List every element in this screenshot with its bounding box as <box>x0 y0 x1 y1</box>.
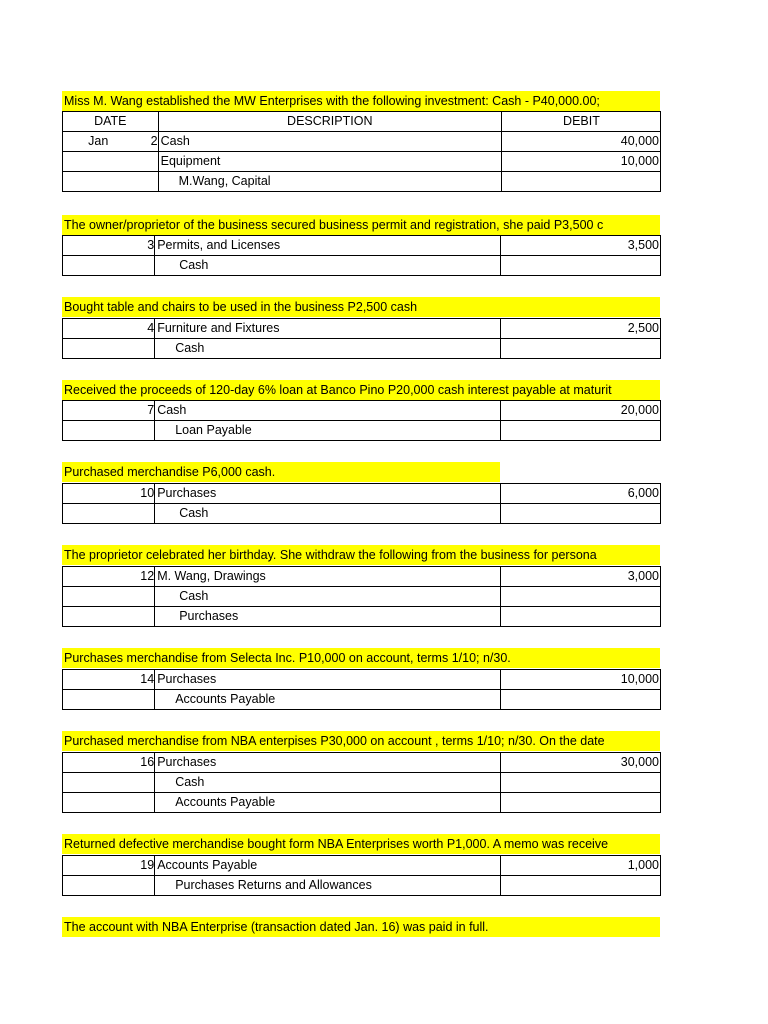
table-row <box>63 670 661 690</box>
entry-day: 4 <box>128 319 155 339</box>
table-row <box>63 690 661 710</box>
description-column-header: DESCRIPTION <box>158 112 501 132</box>
table-row <box>63 401 661 421</box>
account-title: Cash <box>155 587 501 607</box>
account-title: Cash <box>155 773 501 793</box>
date-column-header: DATE <box>63 112 159 132</box>
transaction-description: Miss M. Wang established the MW Enterprises with the following investment: Cash - P40,000.00; <box>62 91 660 111</box>
entry-month <box>63 484 128 504</box>
debit-amount: 3,000 <box>500 567 660 587</box>
entry-month <box>63 256 128 276</box>
account-title: Purchases <box>155 607 501 627</box>
table-row <box>63 607 661 627</box>
table-row <box>63 773 661 793</box>
account-title: Accounts Payable <box>155 690 501 710</box>
journal-entry-table <box>62 855 661 896</box>
entry-day: 14 <box>128 670 155 690</box>
entry-day <box>128 256 155 276</box>
journal-entry-table <box>62 566 661 627</box>
table-row <box>63 339 661 359</box>
debit-amount <box>500 690 660 710</box>
entry-day: 7 <box>128 401 155 421</box>
debit-amount: 6,000 <box>500 484 660 504</box>
account-title: Purchases <box>155 484 501 504</box>
entry-month <box>63 793 128 813</box>
table-row <box>63 421 661 441</box>
entry-day: 3 <box>128 236 155 256</box>
entry-month <box>63 753 128 773</box>
account-title: Accounts Payable <box>155 856 501 876</box>
entry-day <box>128 876 155 896</box>
transaction-description: Returned defective merchandise bought form NBA Enterprises worth P1,000. A memo was receive <box>62 834 660 854</box>
account-title: Purchases Returns and Allowances <box>155 876 501 896</box>
debit-amount <box>501 172 660 192</box>
entry-month <box>63 876 128 896</box>
entry-day <box>128 690 155 710</box>
entry-month <box>63 567 128 587</box>
account-title: Cash <box>155 256 501 276</box>
transaction-description: The account with NBA Enterprise (transaction dated Jan. 16) was paid in full. <box>62 917 660 937</box>
debit-amount <box>500 256 660 276</box>
entry-day <box>128 773 155 793</box>
debit-amount <box>500 876 660 896</box>
debit-amount: 1,000 <box>500 856 660 876</box>
entry-month <box>63 670 128 690</box>
journal-entry-table <box>62 752 661 813</box>
table-row <box>63 504 661 524</box>
table-row <box>63 753 661 773</box>
account-title: Permits, and Licenses <box>155 236 501 256</box>
account-title: Cash <box>155 339 501 359</box>
entry-month <box>63 319 128 339</box>
table-row <box>63 256 661 276</box>
transaction-description: Purchased merchandise from NBA enterpises P30,000 on account , terms 1/10; n/30. On the date <box>62 731 660 751</box>
entry-month <box>63 607 128 627</box>
transaction-description: The owner/proprietor of the business secured business permit and registration, she paid P3,500 c <box>62 215 660 235</box>
transaction-description: Purchases merchandise from Selecta Inc. P10,000 on account, terms 1/10; n/30. <box>62 648 660 668</box>
journal-entry-table <box>62 483 661 524</box>
entry-day: 2 <box>110 132 158 152</box>
entry-day <box>128 607 155 627</box>
entry-month <box>63 172 111 192</box>
table-row <box>63 484 661 504</box>
journal-entry-table <box>62 235 661 276</box>
account-title: Loan Payable <box>155 421 501 441</box>
debit-amount <box>500 421 660 441</box>
entry-month <box>63 773 128 793</box>
debit-amount <box>500 793 660 813</box>
transaction-description: Bought table and chairs to be used in the business P2,500 cash <box>62 297 660 317</box>
account-title: Purchases <box>155 753 501 773</box>
table-row <box>63 236 661 256</box>
transaction-description: Purchased merchandise P6,000 cash. <box>62 462 500 482</box>
entry-day: 16 <box>128 753 155 773</box>
entry-day <box>128 421 155 441</box>
entry-month <box>63 421 128 441</box>
debit-amount: 20,000 <box>500 401 660 421</box>
entry-month <box>63 236 128 256</box>
debit-amount <box>500 504 660 524</box>
entry-day <box>128 504 155 524</box>
entry-month <box>63 504 128 524</box>
entry-month <box>63 152 111 172</box>
journal-entry-table <box>62 669 661 710</box>
account-title: M.Wang, Capital <box>158 172 501 192</box>
debit-amount <box>500 339 660 359</box>
debit-amount: 2,500 <box>500 319 660 339</box>
debit-amount <box>500 607 660 627</box>
entry-day <box>128 793 155 813</box>
account-title: Cash <box>155 504 501 524</box>
journal-entry-table <box>62 318 661 359</box>
table-row <box>63 876 661 896</box>
entry-month <box>63 339 128 359</box>
debit-amount <box>500 773 660 793</box>
entry-month: Jan <box>63 132 111 152</box>
account-title: Furniture and Fixtures <box>155 319 501 339</box>
journal-entry-table <box>62 400 661 441</box>
entry-month <box>63 401 128 421</box>
entry-day <box>128 339 155 359</box>
column-header-row <box>63 112 661 132</box>
table-row <box>63 319 661 339</box>
debit-amount: 30,000 <box>500 753 660 773</box>
account-title: M. Wang, Drawings <box>155 567 501 587</box>
entry-day: 10 <box>128 484 155 504</box>
entry-day: 19 <box>128 856 155 876</box>
entry-day: 12 <box>128 567 155 587</box>
entry-day <box>128 587 155 607</box>
account-title: Cash <box>155 401 501 421</box>
account-title: Equipment <box>158 152 501 172</box>
table-row <box>63 567 661 587</box>
entry-month <box>63 690 128 710</box>
table-row <box>63 793 661 813</box>
transaction-description: Received the proceeds of 120-day 6% loan at Banco Pino P20,000 cash interest payable at maturit <box>62 380 660 400</box>
account-title: Purchases <box>155 670 501 690</box>
table-row <box>63 152 661 172</box>
transaction-description: The proprietor celebrated her birthday. She withdraw the following from the business for persona <box>62 545 660 565</box>
entry-month <box>63 587 128 607</box>
debit-amount: 40,000 <box>501 132 660 152</box>
debit-amount: 3,500 <box>500 236 660 256</box>
entry-month <box>63 856 128 876</box>
journal-entry-table <box>62 111 661 192</box>
table-row <box>63 856 661 876</box>
debit-amount: 10,000 <box>500 670 660 690</box>
debit-amount: 10,000 <box>501 152 660 172</box>
table-row <box>63 172 661 192</box>
table-row <box>63 587 661 607</box>
account-title: Accounts Payable <box>155 793 501 813</box>
account-title: Cash <box>158 132 501 152</box>
entry-day <box>110 152 158 172</box>
debit-amount <box>500 587 660 607</box>
table-row <box>63 132 661 152</box>
debit-column-header: DEBIT <box>501 112 660 132</box>
entry-day <box>110 172 158 192</box>
